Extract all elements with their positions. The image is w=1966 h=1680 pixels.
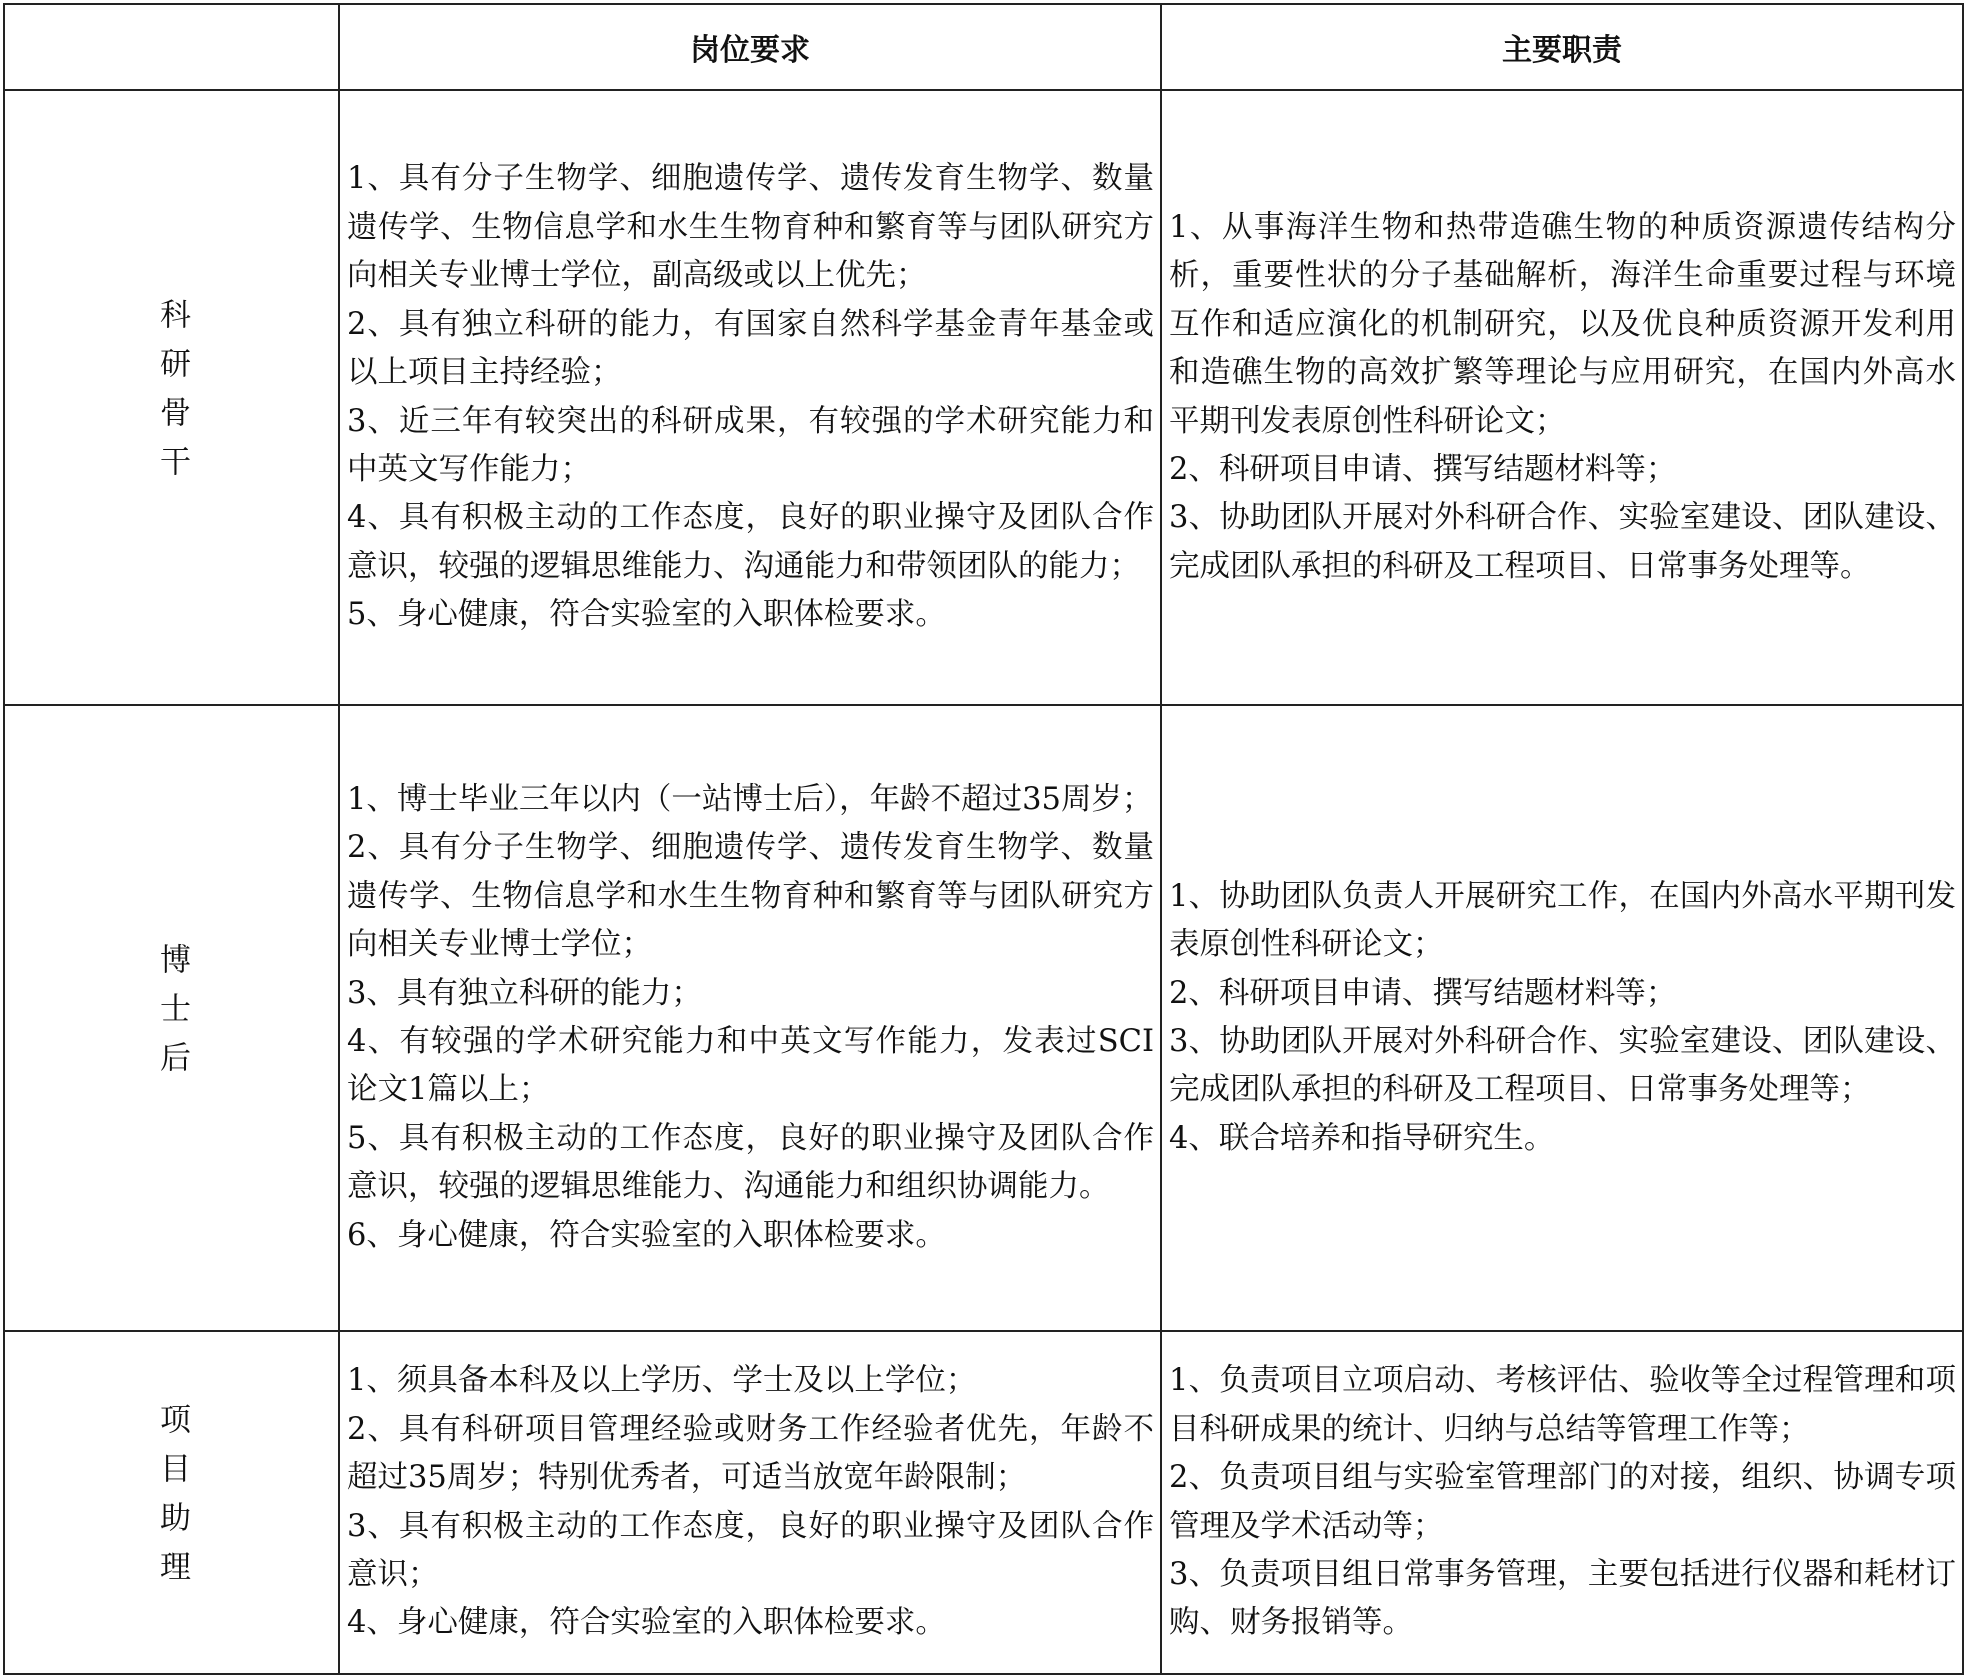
table-row [4, 705, 1963, 1331]
role-name: 博士后 [154, 942, 190, 1090]
requirement-item: 3、具有独立科研的能力； [347, 975, 702, 1011]
duty-item: 4、联合培养和指导研究生。 [1169, 1120, 1555, 1156]
duty-item: 2、科研项目申请、撰写结题材料等； [1169, 451, 1677, 487]
table-header-row [4, 4, 1963, 90]
role-cell [4, 705, 339, 1331]
requirement-item: 6、身心健康，符合实验室的入职体检要求。 [347, 1217, 946, 1253]
requirements-cell [339, 90, 1161, 705]
header-cell-requirements: 岗位要求 [339, 4, 1161, 90]
duty-item: 3、负责项目组日常事务管理，主要包括进行仪器和耗材订购、财务报销等。 [1169, 1556, 1956, 1641]
requirement-item: 1、须具备本科及以上学历、学士及以上学位； [347, 1363, 977, 1399]
requirement-item: 5、身心健康，符合实验室的入职体检要求。 [347, 597, 946, 633]
duties-cell [1161, 705, 1963, 1331]
header-cell-role [4, 4, 339, 90]
duties-list [1162, 1357, 1962, 1647]
role-cell [4, 90, 339, 705]
duty-item: 3、协助团队开展对外科研合作、实验室建设、团队建设、完成团队承担的科研及工程项目、日常事务处理等； [1169, 1024, 1956, 1108]
job-positions-table [3, 3, 1964, 1675]
requirement-item: 4、有较强的学术研究能力和中英文写作能力，发表过SCI论文1篇以上； [347, 1024, 1154, 1108]
requirement-item: 2、具有独立科研的能力，有国家自然科学基金青年基金或以上项目主持经验； [347, 306, 1154, 391]
duties-list [1162, 204, 1962, 591]
requirement-item: 2、具有分子生物学、细胞遗传学、遗传发育生物学、数量遗传学、生物信息学和水生生物育种和繁育等与团队研究方向相关专业博士学位； [347, 830, 1154, 963]
requirement-item: 4、具有积极主动的工作态度，良好的职业操守及团队合作意识，较强的逻辑思维能力、沟通能力和带领团队的能力； [347, 500, 1154, 584]
duties-cell [1161, 1331, 1963, 1674]
requirement-item: 5、具有积极主动的工作态度，良好的职业操守及团队合作意识，较强的逻辑思维能力、沟通能力和组织协调能力。 [347, 1120, 1154, 1205]
duties-list [1162, 873, 1962, 1163]
duties-cell [1161, 90, 1963, 705]
requirement-item: 4、身心健康，符合实验室的入职体检要求。 [347, 1605, 946, 1641]
duty-item: 1、负责项目立项启动、考核评估、验收等全过程管理和项目科研成果的统计、归纳与总结等管理工作等； [1169, 1363, 1956, 1447]
requirements-list [340, 776, 1160, 1260]
table-row [4, 1331, 1963, 1674]
requirements-list [340, 155, 1160, 639]
duty-item: 1、从事海洋生物和热带造礁生物的种质资源遗传结构分析，重要性状的分子基础解析，海洋生命重要过程与环境互作和适应演化的机制研究，以及优良种质资源开发利用和造礁生物的高效扩繁等理论与应用研究，在国内外高水平期刊发表原创性科研论文； [1169, 209, 1956, 439]
requirements-cell [339, 705, 1161, 1331]
duty-item: 1、协助团队负责人开展研究工作，在国内外高水平期刊发表原创性科研论文； [1169, 878, 1956, 963]
role-name: 项目助理 [154, 1402, 190, 1599]
header-cell-duties: 主要职责 [1161, 4, 1963, 90]
requirements-cell [339, 1331, 1161, 1674]
role-cell [4, 1331, 339, 1674]
requirement-item: 1、博士毕业三年以内（一站博士后），年龄不超过35周岁； [347, 781, 1153, 817]
requirement-item: 1、具有分子生物学、细胞遗传学、遗传发育生物学、数量遗传学、生物信息学和水生生物育种和繁育等与团队研究方向相关专业博士学位，副高级或以上优先； [347, 161, 1154, 294]
role-name: 科研骨干 [154, 297, 190, 494]
requirements-list [340, 1357, 1160, 1647]
duty-item: 2、负责项目组与实验室管理部门的对接，组织、协调专项管理及学术活动等； [1169, 1460, 1956, 1544]
duty-item: 3、协助团队开展对外科研合作、实验室建设、团队建设、完成团队承担的科研及工程项目、日常事务处理等。 [1169, 500, 1956, 584]
requirement-item: 3、具有积极主动的工作态度，良好的职业操守及团队合作意识； [347, 1508, 1154, 1592]
requirement-item: 3、近三年有较突出的科研成果，有较强的学术研究能力和中英文写作能力； [347, 403, 1154, 487]
duty-item: 2、科研项目申请、撰写结题材料等； [1169, 975, 1677, 1011]
table-row [4, 90, 1963, 705]
requirement-item: 2、具有科研项目管理经验或财务工作经验者优先，年龄不超过35周岁；特别优秀者，可适当放宽年龄限制； [347, 1411, 1154, 1496]
